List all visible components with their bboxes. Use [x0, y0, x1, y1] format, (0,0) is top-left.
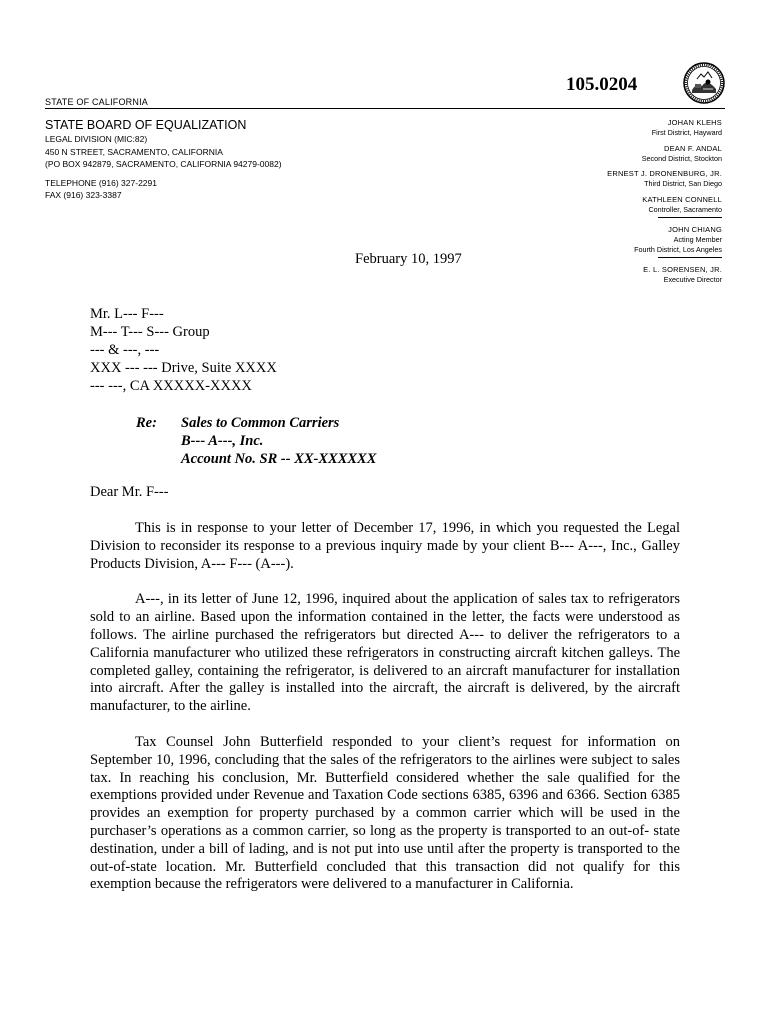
address-line: M--- T--- S--- Group [90, 324, 210, 340]
director-name: E. L. SORENSEN, JR. [643, 265, 722, 274]
recipient-address [90, 305, 277, 395]
letter-body [90, 520, 680, 912]
member-role: Fourth District, Los Angeles [634, 244, 722, 254]
member-name: DEAN F. ANDAL [663, 143, 722, 153]
member-name: JOHAN KLEHS [667, 118, 722, 127]
member-divider [658, 217, 722, 218]
member-role: Controller, Sacramento [648, 204, 722, 214]
state-seal-icon [683, 62, 725, 104]
address-line: XXX --- --- Drive, Suite XXXX [90, 360, 277, 376]
director-role: Executive Director [663, 275, 722, 284]
state-name: STATE OF CALIFORNIA [45, 97, 148, 107]
board-address-block [45, 118, 282, 202]
body-paragraph: Tax Counsel John Butterfield responded to your client’s request for information on September 10, 1996, concluding that the sales of the refrigerators to the airlines were subject to sales tax. In reaching his conclusion, Mr. Butterfield considered whether the sale qualified for the exemptions provided under Revenue and Taxation Code sections 6385, 6396 and 6366. Section 6385 provides an exemption for property purchased by a common carrier which will be used in the purchaser’s operations as a common carrier, so long as the property is transported to an out-of- state destination, under a bill of lading, and is not put into use until after the property is transported to the out-of-state location. Mr. Butterfield concluded that this transaction did not qualify for this exemption because the refrigerators were delivered to a manufacturer in California. [90, 733, 680, 893]
street-address: 450 N STREET, SACRAMENTO, CALIFORNIA [45, 146, 223, 157]
member-divider [658, 257, 722, 258]
member-name: ERNEST J. DRONENBURG, JR. [607, 169, 722, 178]
subject-line: Sales to Common Carriers [181, 415, 340, 431]
subject-line: Account No. SR -- XX-XXXXXX [181, 451, 377, 467]
header-divider [45, 108, 725, 109]
member-entry [532, 118, 722, 138]
member-role: Second District, Stockton [641, 153, 722, 163]
telephone: TELEPHONE (916) 327-2291 [45, 177, 157, 188]
address-line: --- ---, CA XXXXX-XXXX [90, 378, 252, 394]
board-members-column [532, 118, 722, 291]
salutation: Dear Mr. F--- [90, 484, 169, 500]
member-entry [532, 195, 722, 215]
subject-label: Re: [136, 415, 157, 431]
member-role: Third District, San Diego [644, 179, 722, 188]
member-name: JOHN CHIANG [668, 225, 722, 234]
acting-member-entry [532, 225, 722, 254]
member-role: Acting Member [673, 235, 722, 244]
subject-line: B--- A---, Inc. [181, 433, 264, 449]
member-entry [532, 169, 722, 189]
member-entry [532, 144, 722, 164]
legal-division: LEGAL DIVISION (MIC:82) [45, 134, 148, 144]
body-paragraph: A---, in its letter of June 12, 1996, inquired about the application of sales tax to refrigerators sold to an airline. Based upon the information contained in the letter, the facts were understood as follows. The airline purchased the refrigerators but directed A--- to deliver the refrigerators to a California manufacturer who utilized these refrigerators in constructing aircraft kitchen galleys. The completed galley, containing the refrigerator, is delivered to an aircraft manufacturer for installation into aircraft. After the galley is installed into the aircraft, the aircraft is delivered, by the aircraft manufacturer, to the airline. [90, 591, 680, 715]
letter-date: February 10, 1997 [355, 251, 462, 267]
board-title: STATE BOARD OF EQUALIZATION [45, 118, 247, 132]
fax: FAX (916) 323-3387 [45, 190, 122, 200]
body-paragraph: This is in response to your letter of December 17, 1996, in which you requested the Legal Division to reconsider its response to a previous inquiry made by your client B--- A---, Inc., Galley Products Division, A--- F--- (A---). [90, 520, 680, 572]
address-line: --- & ---, --- [90, 342, 160, 358]
member-role: First District, Hayward [651, 128, 722, 137]
document-number: 105.0204 [566, 74, 638, 95]
address-line: Mr. L--- F--- [90, 306, 164, 322]
director-entry [532, 265, 722, 285]
member-name: KATHLEEN CONNELL [642, 194, 722, 204]
po-box-address: (PO BOX 942879, SACRAMENTO, CALIFORNIA 94279-0082) [45, 159, 282, 169]
